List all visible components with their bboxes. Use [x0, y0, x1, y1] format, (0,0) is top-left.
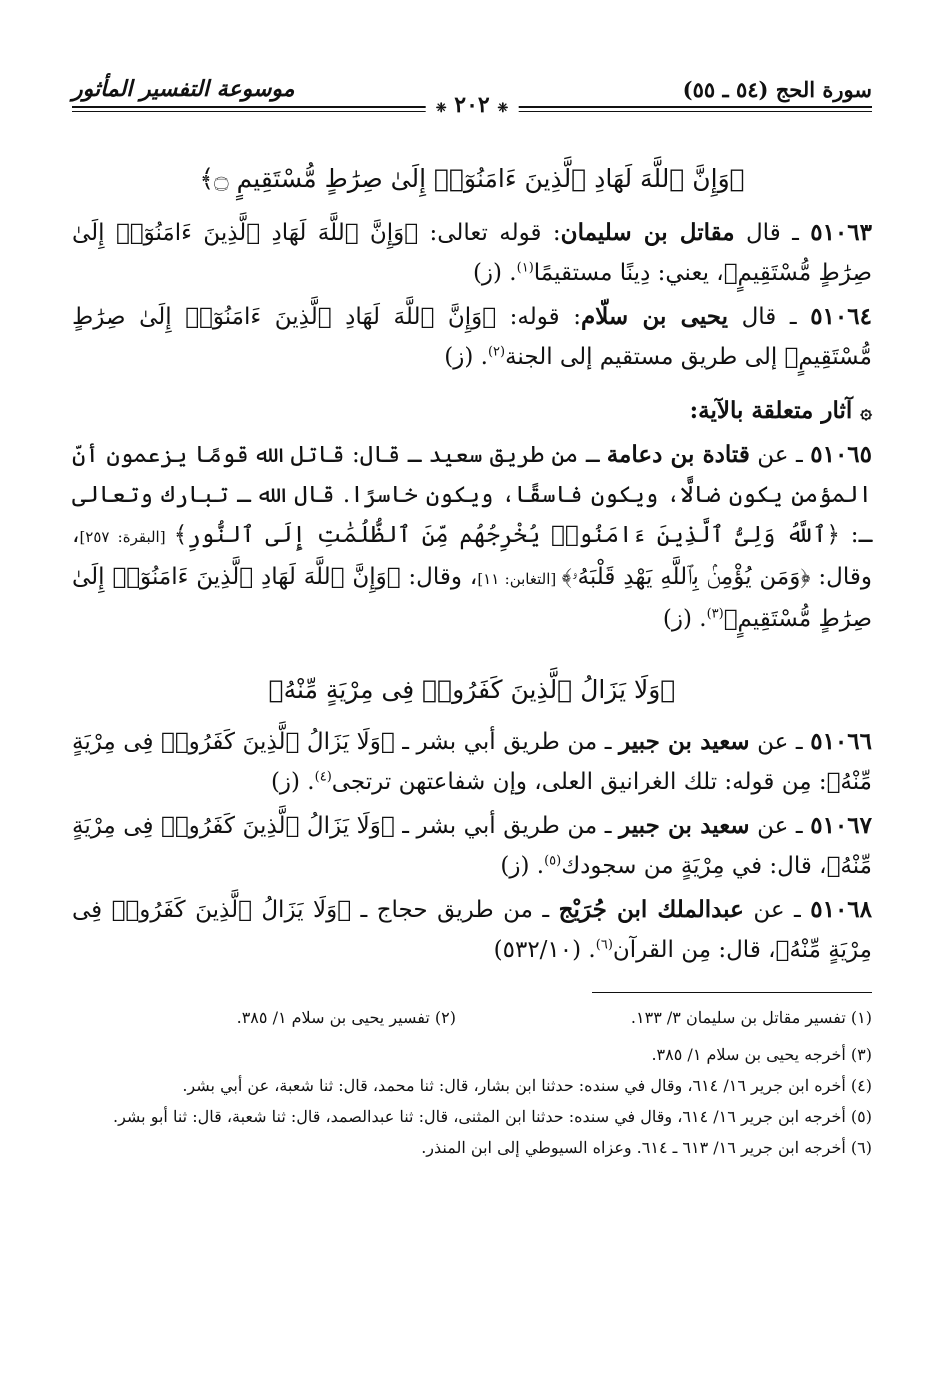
narration-entry: ٥١٠٦٨ ـ عن عبدالملك ابن جُرَيْج ـ من طريق حجاج ـ ﴿وَلَا يَزَالُ ٱلَّذِينَ كَفَرُوا۟ فِى مِرْيَةٍ مِّنْهُ﴾، قال: مِن القرآن$^{(٦)}$. (٥٣٢/١٠) — [72, 896, 873, 963]
footnote-ref[interactable]: (٢) — [487, 344, 506, 360]
narration-entry: ٥١٠٦٤ ـ قال يحيى بن سلّام: قوله: ﴿وَإِنَّ ٱللَّهَ لَهَادِ ٱلَّذِينَ ءَامَنُوٓا۟ إِلَىٰ صِرَٰطٍ مُّسْتَقِيمٍ﴾ إلى طريق مستقيم إلى الجنة$^{(٢)}$. (ز) — [72, 303, 872, 370]
footnote: (٥) أخرجه ابن جرير ١٦/ ٦١٤، وقال في سنده: حدثنا ابن المثنى، قال: ثنا عبدالصمد، قال: ثنا شعبة، قال: ثنا أبو بشر. — [112, 1107, 872, 1126]
footnote-ref[interactable]: (٦) — [595, 937, 613, 953]
entry-number: ٥١٠٦٧ — [810, 812, 872, 839]
verse-heading: ﴿وَلَا يَزَالُ ٱلَّذِينَ كَفَرُوا۟ فِى مِرْيَةٍ مِّنْهُ﴾ — [268, 675, 676, 704]
footnote-ref[interactable]: (٥) — [544, 853, 562, 869]
footnote-ref[interactable]: (٤) — [314, 769, 332, 785]
star-icon: ۞ — [860, 399, 872, 423]
narration-entry: ٥١٠٦٦ ـ عن سعيد بن جبير ـ من طريق أبي بشر ـ ﴿وَلَا يَزَالُ ٱلَّذِينَ كَفَرُوا۟ فِى مِرْيَةٍ مِّنْهُ﴾: مِن قوله: تلك الغرانيق العلى، وإن شفاعتهن ترتجى$^{(٤)}$. (ز) — [72, 728, 872, 795]
quran-citation: [التغابن: ١١] — [477, 570, 562, 588]
narration-entry: ٥١٠٦٥ ـ عن قتادة بن دعامة ـ من طريق سعيد ـ قال: قاتل الله قومًا يزعمون أنّ المؤمن يكون ضالًّا، ويكون فاسقًا، ويكون خاسرًا. قال الله ـ تبارك وتعالى ـ: ﴿ٱللَّهُ وَلِىُّ ٱلَّذِينَ ءَامَنُوا۟ يُخْرِجُهُم مِّنَ ٱلظُّلُمَٰتِ إِلَى ٱلنُّورِ﴾ [البقرة: ٢٥٧]، وقال: ﴿وَمَن يُؤْمِنۢ بِٱللَّهِ يَهْدِ قَلْبَهُۥ﴾ [التغابن: ١١]، وقال: ﴿وَإِنَّ ٱللَّهَ لَهَادِ ٱلَّذِينَ ءَامَنُوٓا۟ إِلَىٰ صِرَٰطٍ مُّسْتَقِيمٍ﴾$^{(٣)}$. (ز) — [72, 441, 873, 632]
quran-quote: ﴿وَلَا يَزَالُ ٱلَّذِينَ كَفَرُوا۟ فِى مِرْيَةٍ مِّنْهُ﴾ — [72, 813, 872, 879]
quran-quote: ﴿وَإِنَّ ٱللَّهَ لَهَادِ ٱلَّذِينَ ءَامَنُوٓا۟ إِلَىٰ صِرَٰطٍ مُّسْتَقِيمٍ﴾ — [72, 304, 872, 370]
footnote: (٢) تفسير يحيى بن سلام ١/ ٣٨٥. — [236, 1008, 456, 1027]
footnote: (٦) أخرجه ابن جرير ١٦/ ٦١٣ ـ ٦١٤. وعزاه السيوطي إلى ابن المنذر. — [421, 1138, 872, 1157]
quran-quote: ﴿وَلَا يَزَالُ ٱلَّذِينَ كَفَرُوا۟ فِى مِرْيَةٍ مِّنْهُ﴾ — [72, 897, 872, 963]
narrator-name: قتادة بن دعامة — [606, 441, 750, 468]
entry-number: ٥١٠٦٦ — [810, 728, 872, 755]
quran-quote: ﴿وَلَا يَزَالُ ٱلَّذِينَ كَفَرُوا۟ فِى مِرْيَةٍ مِّنْهُ﴾ — [72, 729, 872, 795]
verse-heading: ﴿وَإِنَّ ٱللَّهَ لَهَادِ ٱلَّذِينَ ءَامَنُوٓا۟ إِلَىٰ صِرَٰطٍ مُّسْتَقِيمٍ ۝﴾ — [199, 164, 745, 193]
entry-number: ٥١٠٦٥ — [810, 441, 873, 468]
footnote: (١) تفسير مقاتل بن سليمان ٣/ ١٣٣. — [630, 1008, 872, 1027]
quran-quote: ﴿وَمَن يُؤْمِنۢ بِٱللَّهِ يَهْدِ قَلْبَهُۥ﴾ — [561, 564, 811, 590]
footnote-ref[interactable]: (٣) — [706, 606, 724, 622]
ornament-icon: ❈ — [435, 101, 447, 116]
quran-quote: ﴿وَإِنَّ ٱللَّهَ لَهَادِ ٱلَّذِينَ ءَامَنُوٓا۟ إِلَىٰ صِرَٰطٍ مُّسْتَقِيمٍ﴾ — [72, 220, 872, 286]
narrator-name: سعيد بن جبير — [619, 728, 750, 755]
narrator-name: سعيد بن جبير — [619, 812, 750, 839]
footnote-divider — [592, 992, 872, 993]
surah-header: سورة الحج (٥٤ ـ ٥٥) — [682, 77, 872, 102]
quran-quote: ﴿وَإِنَّ ٱللَّهَ لَهَادِ ٱلَّذِينَ ءَامَنُوٓا۟ إِلَىٰ صِرَٰطٍ مُّسْتَقِيمٍ﴾ — [72, 564, 872, 632]
narrator-name: مقاتل بن سليمان — [560, 219, 735, 246]
page-number: ٢٠٢ — [454, 92, 490, 118]
footnote: (٤) أخره ابن جرير ١٦/ ٦١٤، وقال في سنده: حدثنا ابن بشار، قال: ثنا محمد، قال: ثنا شعبة، عن أبي بشر. — [182, 1076, 872, 1095]
narration-entry: ٥١٠٦٣ ـ قال مقاتل بن سليمان: قوله تعالى: ﴿وَإِنَّ ٱللَّهَ لَهَادِ ٱلَّذِينَ ءَامَنُوٓا۟ إِلَىٰ صِرَٰطٍ مُّسْتَقِيمٍ﴾، يعني: دِينًا مستقيمًا$^{(١)}$. (ز) — [72, 219, 872, 286]
entry-number: ٥١٠٦٤ — [810, 303, 872, 330]
footnotes — [72, 1005, 872, 1160]
narration-entry: ٥١٠٦٧ ـ عن سعيد بن جبير ـ من طريق أبي بشر ـ ﴿وَلَا يَزَالُ ٱلَّذِينَ كَفَرُوا۟ فِى مِرْيَةٍ مِّنْهُ﴾، قال: في مِرْيَةٍ من سجودك$^{(٥)}$. (ز) — [72, 812, 872, 879]
entry-number: ٥١٠٦٣ — [810, 219, 872, 246]
footnote-ref[interactable]: (١) — [516, 260, 534, 276]
narrator-name: يحيى بن سلّام — [580, 303, 729, 330]
footnote: (٣) أخرجه يحيى بن سلام ١/ ٣٨٥. — [651, 1045, 872, 1064]
entry-number: ٥١٠٦٨ — [810, 896, 873, 923]
quran-quote: ﴿ٱللَّهُ وَلِىُّ ٱلَّذِينَ ءَامَنُوا۟ يُخْرِجُهُم مِّنَ ٱلظُّلُمَٰتِ إِلَى ٱلنُّورِ﴾ — [173, 522, 840, 548]
section-title: ۞ آثار متعلقة بالآية: — [689, 397, 872, 424]
narrator-name: عبدالملك ابن جُرَيْج — [558, 896, 744, 923]
book-title: موسوعة التفسير المأثور — [72, 76, 295, 102]
ornament-icon: ❈ — [497, 101, 509, 116]
footnote-row — [72, 1005, 872, 1036]
page-number-block — [426, 92, 519, 118]
quran-citation: [البقرة: ٢٥٧] — [79, 528, 174, 546]
